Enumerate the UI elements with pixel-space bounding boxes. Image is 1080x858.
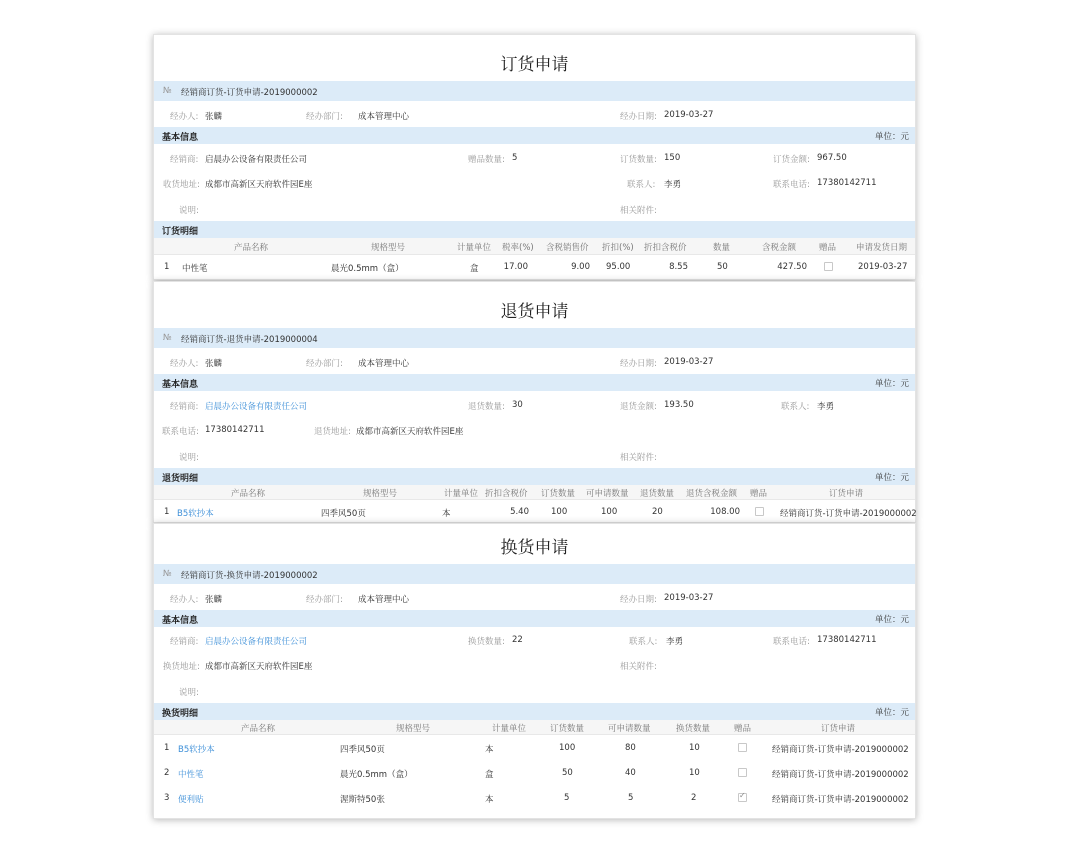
note-label: 说明: [179, 688, 199, 698]
detail-bar [154, 703, 915, 720]
product-name: 中性笔 [182, 264, 208, 274]
column-header: 换货数量 [676, 724, 711, 734]
detail-bar [154, 468, 915, 485]
column-header: 可申请数量 [586, 489, 629, 499]
basic-info-bar [154, 127, 915, 144]
column-header: 赠品 [819, 243, 837, 253]
column-header: 退货含税金额 [686, 489, 738, 499]
column-header: 退货数量 [640, 489, 675, 499]
column-header: 税率(%) [502, 243, 534, 253]
discount-price: 8.55 [669, 262, 688, 272]
divider [154, 499, 915, 500]
gift-checkbox[interactable] [738, 743, 747, 752]
available-qty: 40 [625, 768, 636, 778]
order-qty: 100 [551, 507, 568, 517]
unit: 本 [485, 745, 494, 755]
tax-rate: 17.00 [503, 262, 528, 272]
address-label: 退货地址: [314, 427, 351, 437]
dealer-label: 经销商: [170, 637, 199, 647]
available-qty: 100 [601, 507, 618, 517]
column-header: 订货数量 [550, 724, 585, 734]
page-title: 订货申请 [500, 55, 569, 75]
unit-label: 单位：元 [874, 379, 909, 389]
page-title: 换货申请 [500, 538, 569, 558]
gift-qty-value: 5 [512, 153, 518, 163]
phone-value: 17380142711 [205, 425, 265, 435]
product-link[interactable]: 便利贴 [178, 795, 204, 805]
column-header: 计量单位 [457, 243, 492, 253]
dealer-link[interactable]: 启晨办公设备有限责任公司 [205, 402, 308, 412]
table-header [154, 238, 915, 254]
doc-number-bar [154, 328, 915, 348]
unit-label: 单位：元 [874, 615, 909, 625]
return-amount: 108.00 [710, 507, 740, 517]
return-qty-value: 30 [512, 400, 523, 410]
section-title: 退货明细 [162, 474, 199, 484]
exchange-qty: 2 [691, 793, 697, 803]
handler-value: 张麟 [205, 112, 223, 122]
dealer-label: 经销商: [170, 155, 199, 165]
section-title: 基本信息 [162, 616, 199, 626]
column-header: 产品名称 [231, 489, 266, 499]
discount-price: 5.40 [510, 507, 529, 517]
column-header: 规格型号 [371, 243, 406, 253]
order-qty-value: 150 [664, 153, 681, 163]
dept-label: 经办部门: [306, 595, 343, 605]
address-label: 收货地址: [163, 180, 200, 190]
column-header: 订货数量 [541, 489, 576, 499]
number-label: № [163, 86, 172, 96]
return-qty-label: 退货数量: [468, 402, 505, 412]
divider [154, 254, 915, 255]
exchange-request-card [153, 523, 916, 819]
contact-value: 李勇 [666, 637, 684, 647]
unit: 盒 [485, 770, 494, 780]
order-ref: 经销商订货-订货申请-2019000002 [772, 795, 909, 805]
column-header: 申请发货日期 [856, 243, 908, 253]
table-row [154, 257, 915, 277]
gift-checkbox[interactable] [738, 768, 747, 777]
contact-value: 李勇 [664, 180, 682, 190]
spec: 四季风50页 [321, 509, 366, 519]
date-label: 经办日期: [620, 112, 657, 122]
order-qty: 100 [559, 743, 576, 753]
exchange-qty: 10 [689, 743, 700, 753]
attachment-label: 相关附件: [620, 206, 657, 216]
number-label: № [163, 333, 172, 343]
column-header: 计量单位 [492, 724, 527, 734]
column-header: 折扣含税价 [485, 489, 528, 499]
handler-value: 张麟 [205, 595, 223, 605]
address-value: 成都市高新区天府软件园E座 [205, 180, 313, 190]
order-qty-label: 订货数量: [620, 155, 657, 165]
order-request-card [153, 34, 916, 280]
row-index: 2 [164, 768, 170, 778]
date-label: 经办日期: [620, 359, 657, 369]
phone-label: 联系电话: [162, 427, 199, 437]
spec: 渥斯特50张 [340, 795, 385, 805]
exchange-qty: 10 [689, 768, 700, 778]
date-value: 2019-03-27 [664, 593, 714, 603]
spec: 晨光0.5mm（盒） [331, 264, 404, 274]
discount: 95.00 [606, 262, 631, 272]
date-value: 2019-03-27 [664, 110, 714, 120]
row-index: 3 [164, 793, 170, 803]
date-value: 2019-03-27 [664, 357, 714, 367]
column-header: 规格型号 [396, 724, 431, 734]
note-label: 说明: [179, 206, 199, 216]
handler-label: 经办人: [170, 595, 199, 605]
phone-value: 17380142711 [817, 178, 877, 188]
dealer-label: 经销商: [170, 402, 199, 412]
gift-checkbox-checked[interactable] [738, 793, 747, 802]
phone-value: 17380142711 [817, 635, 877, 645]
dept-label: 经办部门: [306, 112, 343, 122]
contact-label: 联系人: [627, 180, 656, 190]
gift-checkbox[interactable] [824, 262, 833, 271]
return-request-card [153, 281, 916, 523]
order-ref: 经销商订货-订货申请-2019000002 [772, 770, 909, 780]
basic-info-bar [154, 610, 915, 627]
contact-label: 联系人: [781, 402, 810, 412]
unit-label: 单位：元 [874, 132, 909, 142]
ship-date: 2019-03-27 [858, 262, 908, 272]
price: 9.00 [571, 262, 590, 272]
date-label: 经办日期: [620, 595, 657, 605]
address-value: 成都市高新区天府软件园E座 [356, 427, 464, 437]
available-qty: 80 [625, 743, 636, 753]
handler-label: 经办人: [170, 359, 199, 369]
column-header: 订货申请 [821, 724, 856, 734]
product-link[interactable]: B5软抄本 [177, 509, 214, 519]
table-header [154, 720, 915, 734]
address-label: 换货地址: [163, 662, 200, 672]
column-header: 产品名称 [241, 724, 276, 734]
handler-label: 经办人: [170, 112, 199, 122]
table-row [154, 502, 915, 522]
product-link[interactable]: 中性笔 [178, 770, 204, 780]
dealer-value: 启晨办公设备有限责任公司 [205, 155, 308, 165]
dept-value: 成本管理中心 [358, 595, 410, 605]
column-header: 赠品 [750, 489, 768, 499]
unit-label: 单位：元 [874, 473, 909, 483]
exchange-qty-value: 22 [512, 635, 523, 645]
basic-info-bar [154, 374, 915, 391]
divider [154, 734, 915, 735]
unit: 本 [442, 509, 451, 519]
quantity: 50 [717, 262, 728, 272]
order-amount-label: 订货金额: [773, 155, 810, 165]
row-index: 1 [164, 507, 170, 517]
order-ref: 经销商订货-订货申请-2019000002 [780, 509, 917, 519]
column-header: 计量单位 [444, 489, 479, 499]
row-index: 1 [164, 743, 170, 753]
column-header: 折扣含税价 [644, 243, 687, 253]
section-title: 订货明细 [162, 227, 199, 237]
return-amount-label: 退货金额: [620, 402, 657, 412]
attachment-label: 相关附件: [620, 662, 657, 672]
dept-label: 经办部门: [306, 359, 343, 369]
order-qty: 50 [562, 768, 573, 778]
order-ref: 经销商订货-订货申请-2019000002 [772, 745, 909, 755]
order-amount-value: 967.50 [817, 153, 847, 163]
section-title: 换货明细 [162, 709, 199, 719]
column-header: 含税金额 [762, 243, 797, 253]
handler-value: 张麟 [205, 359, 223, 369]
column-header: 折扣(%) [602, 243, 634, 253]
page-title: 退货申请 [500, 302, 569, 322]
product-link[interactable]: B5软抄本 [178, 745, 215, 755]
section-title: 基本信息 [162, 380, 199, 390]
column-header: 赠品 [734, 724, 752, 734]
doc-number: 经销商订货-换货申请-2019000002 [181, 571, 318, 581]
unit-label: 单位：元 [874, 708, 909, 718]
doc-number-bar [154, 564, 915, 584]
column-header: 订货申请 [829, 489, 864, 499]
dealer-link[interactable]: 启晨办公设备有限责任公司 [205, 637, 308, 647]
contact-label: 联系人: [629, 637, 658, 647]
unit: 盒 [470, 264, 479, 274]
column-header: 可申请数量 [608, 724, 651, 734]
return-amount-value: 193.50 [664, 400, 694, 410]
number-label: № [163, 569, 172, 579]
order-qty: 5 [564, 793, 570, 803]
phone-label: 联系电话: [773, 180, 810, 190]
doc-number: 经销商订货-订货申请-2019000002 [181, 88, 318, 98]
available-qty: 5 [628, 793, 634, 803]
dept-value: 成本管理中心 [358, 359, 410, 369]
column-header: 规格型号 [363, 489, 398, 499]
doc-number: 经销商订货-退货申请-2019000004 [181, 335, 318, 345]
gift-checkbox[interactable] [755, 507, 764, 516]
contact-value: 李勇 [817, 402, 835, 412]
detail-bar [154, 221, 915, 238]
spec: 晨光0.5mm（盒） [340, 770, 413, 780]
table-row [154, 738, 915, 758]
dept-value: 成本管理中心 [358, 112, 410, 122]
return-qty: 20 [652, 507, 663, 517]
table-row [154, 763, 915, 783]
table-header [154, 485, 915, 499]
note-label: 说明: [179, 453, 199, 463]
attachment-label: 相关附件: [620, 453, 657, 463]
doc-number-bar [154, 81, 915, 101]
exchange-qty-label: 换货数量: [468, 637, 505, 647]
column-header: 产品名称 [234, 243, 269, 253]
column-header: 数量 [713, 243, 731, 253]
table-row [154, 788, 915, 808]
section-title: 基本信息 [162, 133, 199, 143]
column-header: 含税销售价 [546, 243, 589, 253]
address-value: 成都市高新区天府软件园E座 [205, 662, 313, 672]
spec: 四季风50页 [340, 745, 385, 755]
unit: 本 [485, 795, 494, 805]
phone-label: 联系电话: [773, 637, 810, 647]
gift-qty-label: 赠品数量: [468, 155, 505, 165]
amount: 427.50 [777, 262, 807, 272]
row-index: 1 [164, 262, 170, 272]
